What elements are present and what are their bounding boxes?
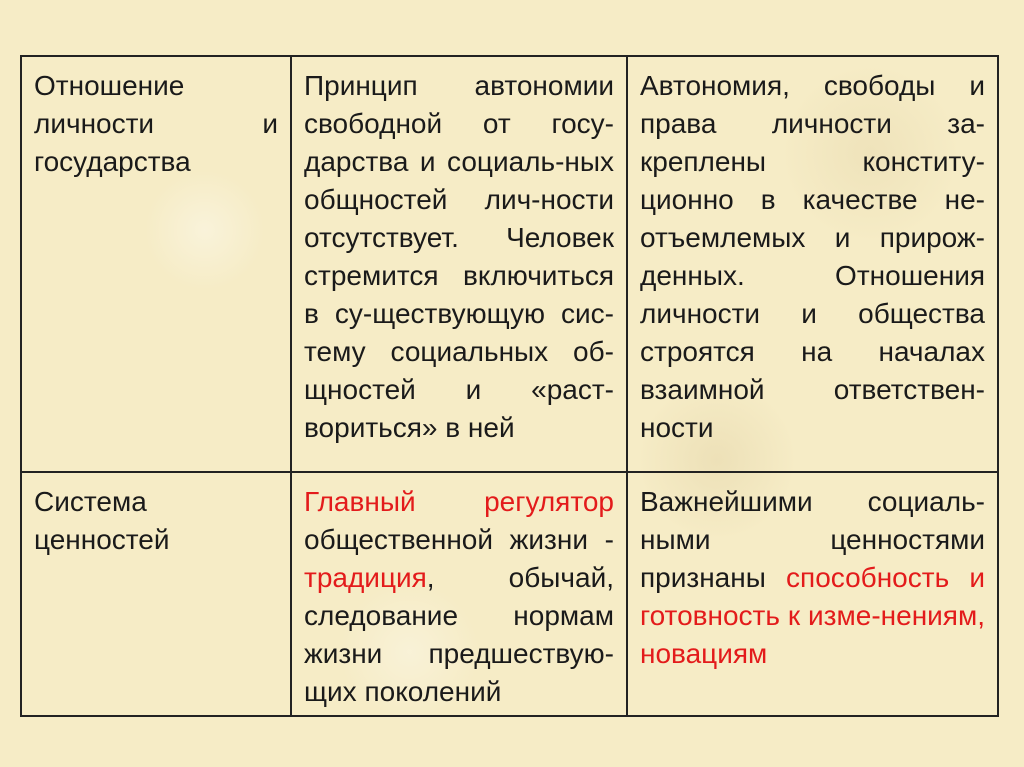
row-label-text: Система ценностей <box>34 486 170 555</box>
cell-text: Принцип автономии свободной от госу-дарства и социаль-ных общностей лич-ности отсутствует. Человек стремится включиться в су-ществующую сис-тему социальных об-щностей и «раст-вориться» в ней <box>304 70 614 443</box>
highlight-text: традиция <box>304 562 427 593</box>
cell-text: Важнейшими социаль-ными ценностями признаны <box>640 486 985 593</box>
modern-cell <box>627 56 998 472</box>
table-row <box>21 56 998 472</box>
modern-cell <box>627 472 998 716</box>
highlight-text: способность и готовность к изме-нениям, новациям <box>640 562 985 669</box>
row-label-value-system <box>21 472 291 716</box>
traditional-cell <box>291 472 627 716</box>
cell-text: Автономия, свободы и права личности за-креплены конститу-ционно в качестве не-отъемлемых и прирож-денных. Отношения личности и общества строятся на началах взаимной ответствен-ности <box>640 70 985 443</box>
table-row <box>21 472 998 716</box>
cell-text: , обычай, следование нормам жизни предшествую-щих поколений <box>304 562 614 707</box>
traditional-cell <box>291 56 627 472</box>
row-label-text: Отношение личности и государства <box>34 70 278 177</box>
row-label-personality-state <box>21 56 291 472</box>
comparison-table <box>20 55 999 717</box>
highlight-text: Главный регулятор <box>304 486 614 517</box>
cell-text: общественной жизни - <box>304 524 614 555</box>
